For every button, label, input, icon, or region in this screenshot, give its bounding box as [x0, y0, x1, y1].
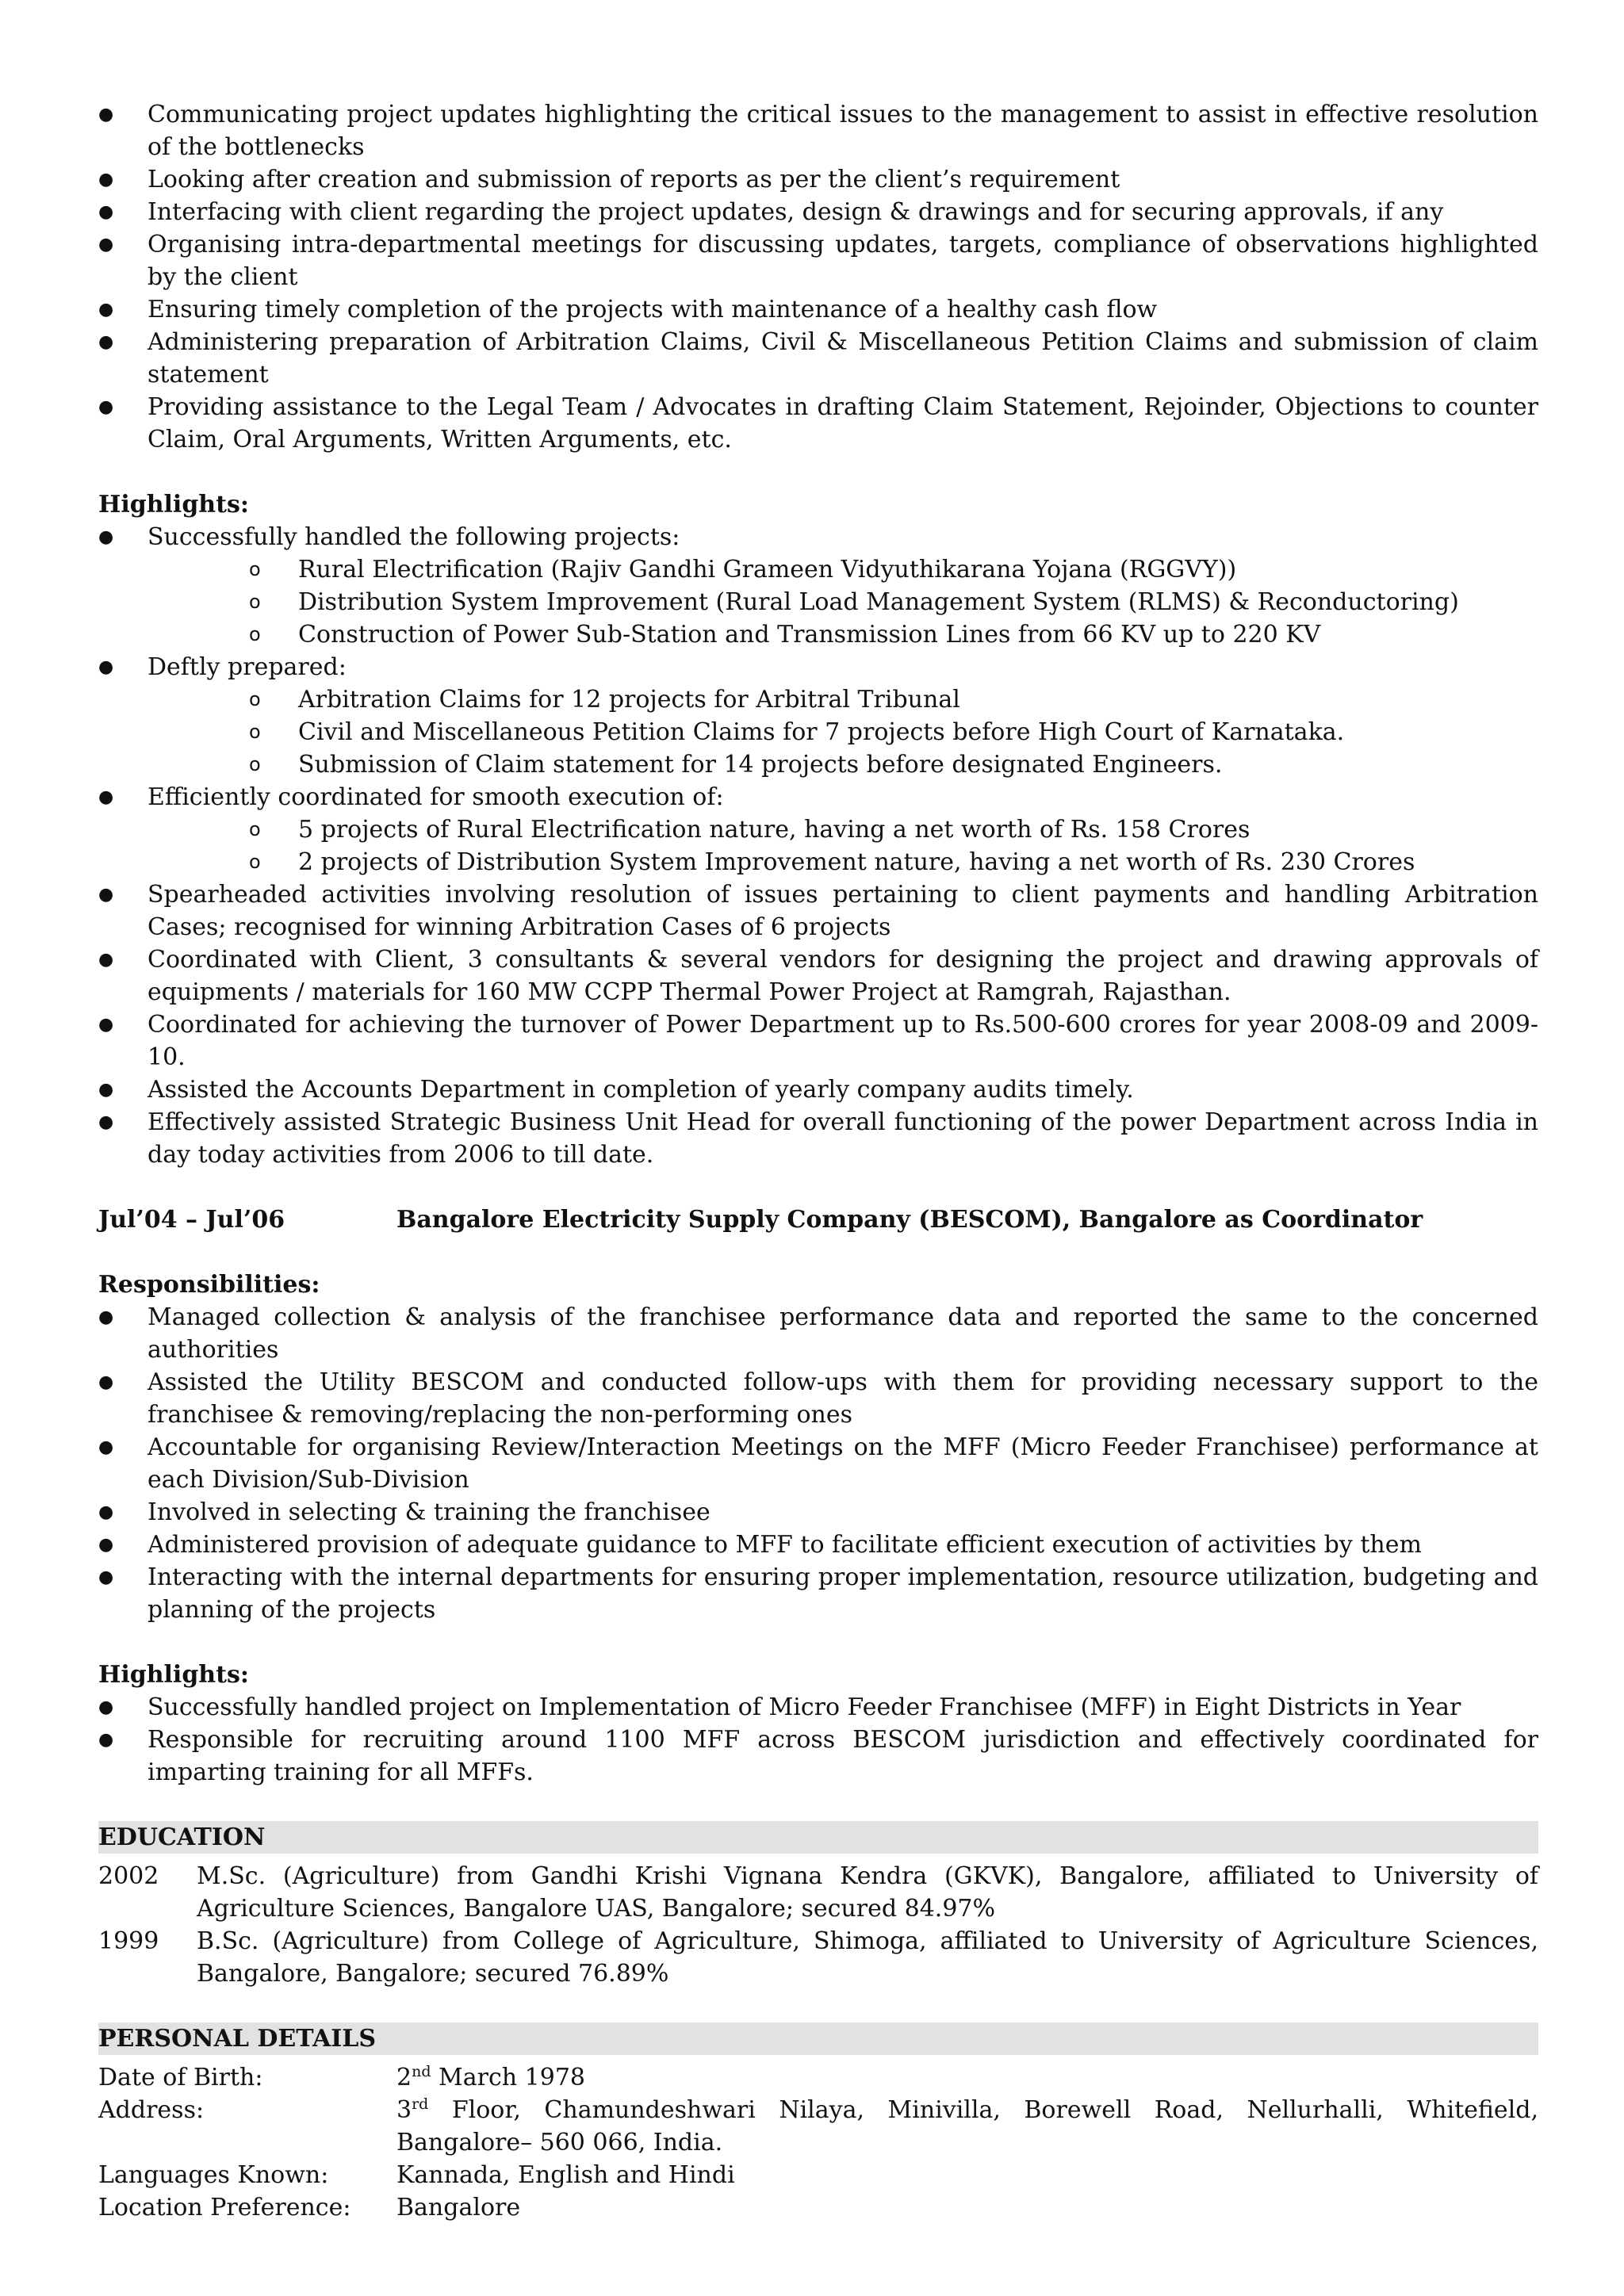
sub-list-item: o Distribution System Improvement (Rural Load Management System (RLMS) & Reconductoring): [249, 586, 1538, 618]
circle-bullet-icon: o: [249, 753, 261, 775]
list-item: ● Spearheaded activities involving resolution of issues pertaining to client payments and handling Arbitration Cases; recognised for winning Arbitration Cases of 6 projects: [98, 878, 1538, 943]
list-item: ● Involved in selecting & training the franchisee: [98, 1496, 1538, 1529]
circle-bullet-icon: o: [249, 721, 261, 743]
circle-bullet-icon: o: [249, 558, 261, 580]
circle-bullet-icon: o: [249, 851, 261, 873]
list-item: ● Effectively assisted Strategic Business Unit Head for overall functioning of the power Department across India in day today activities from 2006 to till date.: [98, 1106, 1538, 1171]
responsibilities-heading: Responsibilities:: [98, 1271, 320, 1299]
address-value: 3rd Floor, Chamundeshwari Nilaya, Minivilla, Borewell Road, Nellurhalli, Whitefield, Bangalore– 560 066, India.: [396, 2095, 1538, 2156]
personal-details-heading: PERSONAL DETAILS: [98, 2022, 1538, 2055]
list-item: ● Ensuring timely completion of the projects with maintenance of a healthy cash flow: [98, 293, 1538, 326]
bullet-icon: ●: [98, 1437, 114, 1457]
circle-bullet-icon: o: [249, 623, 261, 645]
table-row: [98, 2061, 1538, 2094]
sub-list: [98, 683, 1538, 781]
resume-page: [98, 98, 1538, 2224]
bullet-icon: ●: [98, 787, 114, 807]
list-item: ● Assisted the Utility BESCOM and conducted follow-ups with them for providing necessary support to the franchisee & removing/replacing the non-performing ones: [98, 1366, 1538, 1431]
circle-bullet-icon: o: [249, 591, 261, 613]
responsibilities-list: [98, 1301, 1538, 1626]
education-table: [98, 1860, 1538, 1990]
bullet-icon: ●: [98, 1730, 114, 1750]
bullet-icon: ●: [98, 1372, 114, 1392]
table-row: [98, 1860, 1538, 1925]
dob-value: 2nd March 1978: [396, 2063, 585, 2091]
bullet-icon: ●: [98, 105, 114, 124]
top-bullet-list: [98, 98, 1538, 456]
sub-list-item: o Rural Electrification (Rajiv Gandhi Grameen Vidyuthikarana Yojana (RGGVY)): [249, 553, 1538, 586]
list-item: ● Administering preparation of Arbitration Claims, Civil & Miscellaneous Petition Claims and submission of claim statement: [98, 326, 1538, 391]
bullet-icon: ●: [98, 657, 114, 677]
highlights-heading: Highlights:: [98, 1661, 249, 1689]
list-item: ● Looking after creation and submission of reports as per the client’s requirement: [98, 163, 1538, 196]
list-item: ● Interfacing with client regarding the project updates, design & drawings and for securing approvals, if any: [98, 196, 1538, 228]
bullet-icon: ●: [98, 1112, 114, 1132]
list-item: ● Organising intra-departmental meetings for discussing updates, targets, compliance of observations highlighted by the client: [98, 228, 1538, 293]
bullet-icon: ●: [98, 202, 114, 222]
bullet-icon: ●: [98, 300, 114, 320]
location-value: Bangalore: [396, 2194, 521, 2221]
circle-bullet-icon: o: [249, 688, 261, 710]
sub-list-item: o 5 projects of Rural Electrification nature, having a net worth of Rs. 158 Crores: [249, 813, 1538, 846]
list-item: ● Assisted the Accounts Department in completion of yearly company audits timely.: [98, 1073, 1538, 1106]
bullet-icon: ●: [98, 885, 114, 905]
circle-bullet-icon: o: [249, 818, 261, 840]
list-item: ● Communicating project updates highlighting the critical issues to the management to assist in effective resolution of the bottlenecks: [98, 98, 1538, 163]
highlights-list: [98, 1691, 1538, 1789]
table-row: [98, 2159, 1538, 2191]
sub-list: [98, 813, 1538, 878]
personal-details-table: [98, 2061, 1538, 2224]
list-item: ● Successfully handled project on Implementation of Micro Feeder Franchisee (MFF) in Eight Districts in Year: [98, 1691, 1538, 1724]
education-year: 1999: [98, 1927, 159, 1955]
bullet-icon: ●: [98, 1535, 114, 1555]
job-company: Bangalore Electricity Supply Company (BESCOM), Bangalore as Coordinator: [396, 1206, 1423, 1234]
bullet-icon: ●: [98, 170, 114, 189]
list-item: ● Responsible for recruiting around 1100 MFF across BESCOM jurisdiction and effectively coordinated for imparting training for all MFFs.: [98, 1724, 1538, 1789]
list-item: ● Successfully handled the following projects:: [98, 521, 1538, 553]
sub-list-item: o Construction of Power Sub-Station and Transmission Lines from 66 KV up to 220 KV: [249, 618, 1538, 651]
list-item: ● Accountable for organising Review/Interaction Meetings on the MFF (Micro Feeder Franchisee) performance at each Division/Sub-Division: [98, 1431, 1538, 1496]
sub-list-item: o Civil and Miscellaneous Petition Claims for 7 projects before High Court of Karnataka.: [249, 716, 1538, 748]
dob-label: Date of Birth:: [98, 2064, 263, 2091]
list-item: ● Providing assistance to the Legal Team / Advocates in drafting Claim Statement, Rejoinder, Objections to counter Claim, Oral Arguments, Written Arguments, etc.: [98, 391, 1538, 456]
highlights-list: [98, 651, 1538, 683]
highlights-list: [98, 878, 1538, 1171]
table-row: [98, 2191, 1538, 2224]
sub-list: [98, 553, 1538, 651]
languages-label: Languages Known:: [98, 2161, 329, 2189]
education-heading: EDUCATION: [98, 1821, 1538, 1854]
sub-list-item: o Arbitration Claims for 12 projects for Arbitral Tribunal: [249, 683, 1538, 716]
highlights-heading: Highlights:: [98, 491, 249, 519]
highlights-list: [98, 521, 1538, 553]
bullet-icon: ●: [98, 235, 114, 254]
education-year: 2002: [98, 1862, 159, 1890]
highlights-list: [98, 781, 1538, 813]
list-item: ● Administered provision of adequate guidance to MFF to facilitate efficient execution of activities by them: [98, 1529, 1538, 1561]
bullet-icon: ●: [98, 1567, 114, 1587]
list-item: ● Deftly prepared:: [98, 651, 1538, 683]
bullet-icon: ●: [98, 1502, 114, 1522]
address-label: Address:: [98, 2096, 205, 2124]
job-header: [98, 1203, 1538, 1236]
list-item: ● Coordinated with Client, 3 consultants & several vendors for designing the project and drawing approvals of equipments / materials for 160 MW CCPP Thermal Power Project at Ramgrah, Rajasthan.: [98, 943, 1538, 1008]
languages-value: Kannada, English and Hindi: [396, 2161, 735, 2189]
bullet-icon: ●: [98, 1307, 114, 1327]
table-row: [98, 1925, 1538, 1990]
sub-list-item: o Submission of Claim statement for 14 projects before designated Engineers.: [249, 748, 1538, 781]
education-desc: M.Sc. (Agriculture) from Gandhi Krishi Vignana Kendra (GKVK), Bangalore, affiliated to University of Agriculture Sciences, Bangalore UAS, Bangalore; secured 84.97%: [197, 1862, 1538, 1923]
bullet-icon: ●: [98, 527, 114, 547]
list-item: ● Interacting with the internal departments for ensuring proper implementation, resource utilization, budgeting and planning of the projects: [98, 1561, 1538, 1626]
bullet-icon: ●: [98, 950, 114, 970]
location-label: Location Preference:: [98, 2194, 351, 2221]
job-dates: Jul’04 – Jul’06: [98, 1206, 285, 1234]
bullet-icon: ●: [98, 1015, 114, 1035]
bullet-icon: ●: [98, 397, 114, 417]
bullet-icon: ●: [98, 1697, 114, 1717]
list-item: ● Coordinated for achieving the turnover of Power Department up to Rs.500-600 crores for year 2008-09 and 2009-10.: [98, 1008, 1538, 1073]
list-item: ● Managed collection & analysis of the franchisee performance data and reported the same to the concerned authorities: [98, 1301, 1538, 1366]
sub-list-item: o 2 projects of Distribution System Improvement nature, having a net worth of Rs. 230 Crores: [249, 846, 1538, 878]
bullet-icon: ●: [98, 1080, 114, 1100]
list-item: ● Efficiently coordinated for smooth execution of:: [98, 781, 1538, 813]
bullet-icon: ●: [98, 332, 114, 352]
education-desc: B.Sc. (Agriculture) from College of Agriculture, Shimoga, affiliated to University of Agriculture Sciences, Bangalore, Bangalore; secured 76.89%: [197, 1927, 1538, 1988]
table-row: [98, 2094, 1538, 2159]
